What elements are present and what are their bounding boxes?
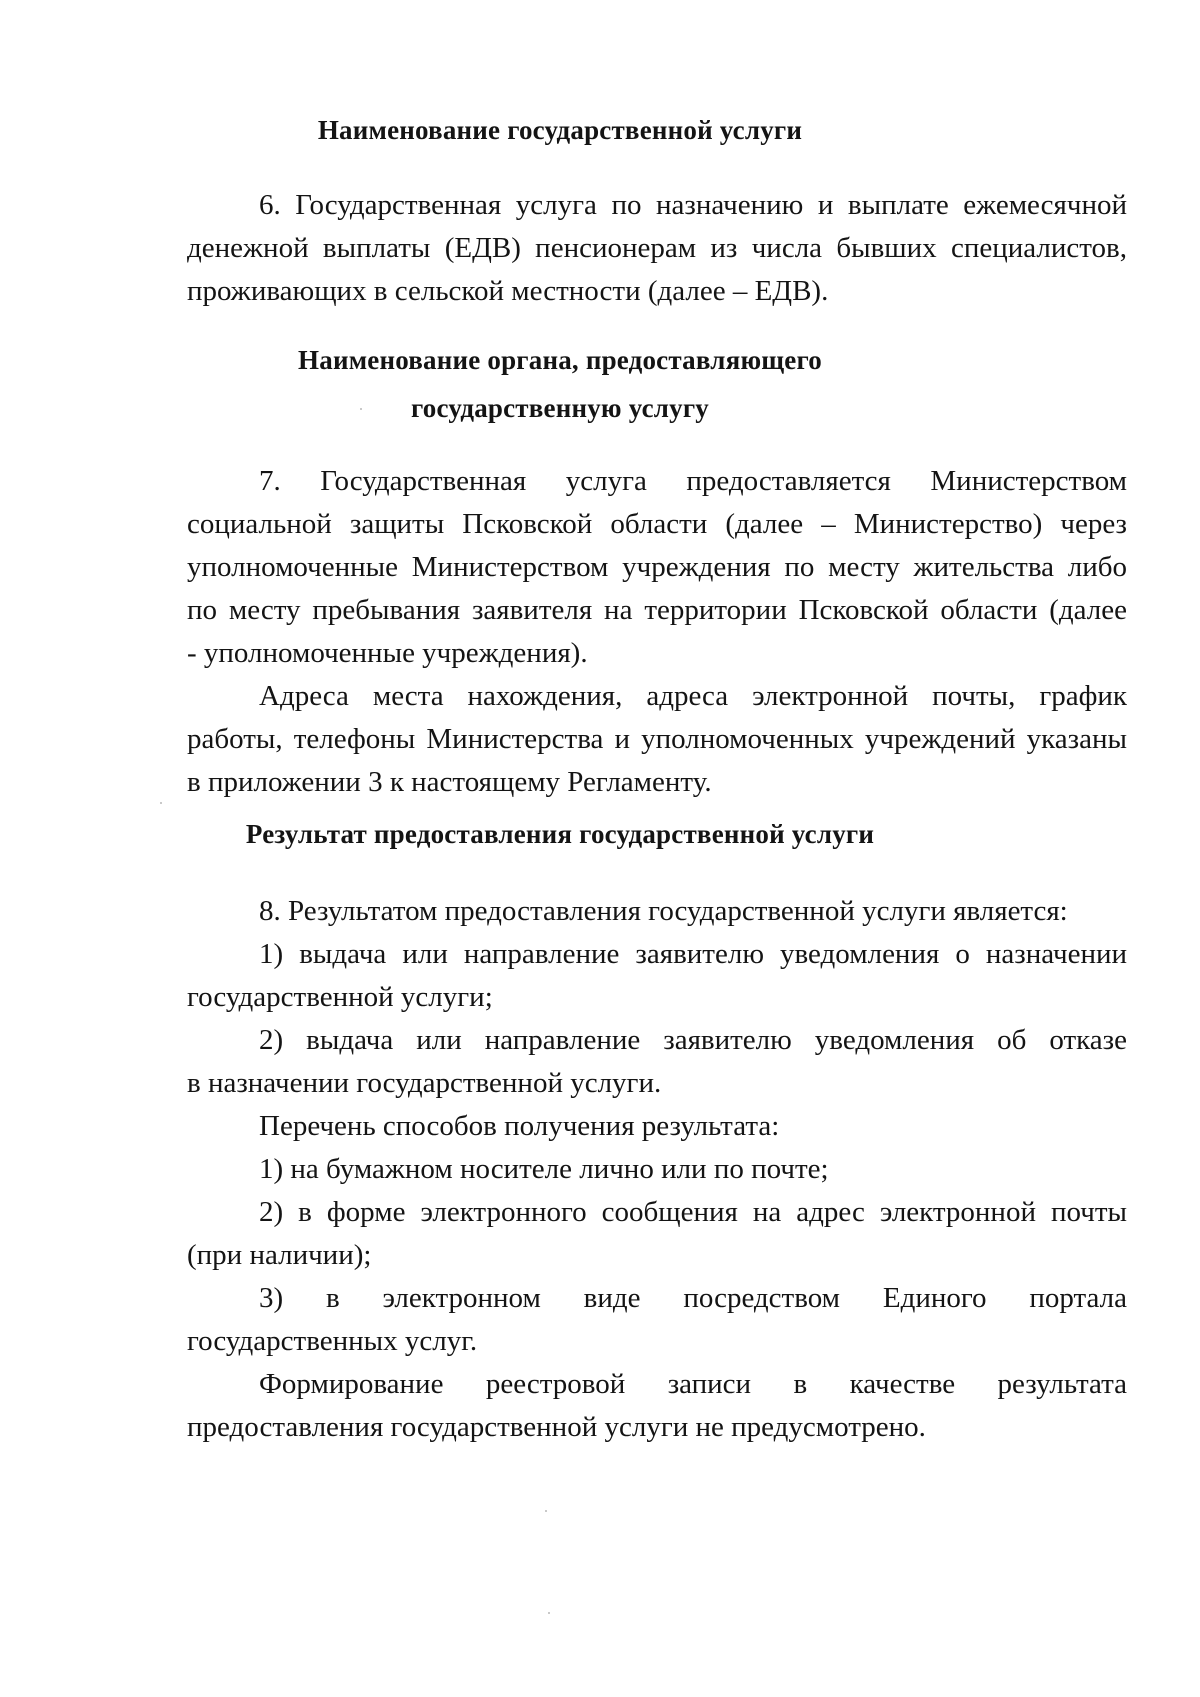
method-1: 1) на бумажном носителе лично или по почте; — [259, 1153, 829, 1185]
paragraph-7-line: социальной защиты Псковской области (далее – Министерство) через — [187, 508, 1127, 540]
heading-result — [160, 810, 960, 858]
result-item-2-line: в назначении государственной услуги. — [187, 1067, 662, 1099]
result-item-1-line: государственной услуги; — [187, 981, 493, 1013]
scan-speck — [360, 408, 362, 410]
scan-speck — [545, 1510, 547, 1512]
heading-authority-line: государственную услугу — [411, 393, 709, 423]
heading-authority — [160, 336, 960, 432]
method-3-line: 3) в электронном виде посредством Единого портала — [259, 1282, 1127, 1314]
paragraph-7-line: - уполномоченные учреждения). — [187, 637, 588, 669]
result-item-1-line: 1) выдача или направление заявителю уведомления о назначении — [259, 938, 1127, 970]
paragraph-6-line: денежной выплаты (ЕДВ) пенсионерам из числа бывших специалистов, — [187, 232, 1127, 264]
heading-service-name-text: Наименование государственной услуги — [317, 115, 803, 145]
paragraph-7-address-line: работы, телефоны Министерства и уполномоченных учреждений указаны — [187, 723, 1127, 755]
paragraph-7 — [187, 460, 1127, 804]
paragraph-7-line: уполномоченные Министерством учреждения по месту жительства либо — [187, 551, 1127, 583]
scan-speck — [548, 1612, 550, 1614]
method-2-line: 2) в форме электронного сообщения на адрес электронной почты — [259, 1196, 1127, 1228]
methods-title: Перечень способов получения результата: — [259, 1110, 780, 1142]
method-3-line: государственных услуг. — [187, 1325, 478, 1357]
scan-speck — [160, 802, 162, 804]
heading-service-name — [160, 106, 960, 154]
paragraph-6 — [187, 184, 1127, 313]
paragraph-7-line: 7. Государственная услуга предоставляется Министерством — [259, 465, 1127, 497]
registry-line: Формирование реестровой записи в качестве результата — [259, 1368, 1127, 1400]
heading-authority-line: Наименование органа, предоставляющего — [298, 345, 822, 375]
heading-result-text: Результат предоставления государственной услуги — [245, 819, 875, 849]
method-2-line: (при наличии); — [187, 1239, 372, 1271]
paragraph-6-line: 6. Государственная услуга по назначению и выплате ежемесячной — [259, 189, 1127, 221]
registry-line: предоставления государственной услуги не предусмотрено. — [187, 1411, 926, 1443]
paragraph-7-address-line: в приложении 3 к настоящему Регламенту. — [187, 766, 712, 798]
paragraph-8 — [187, 890, 1127, 1449]
paragraph-7-line: по месту пребывания заявителя на территории Псковской области (далее — [187, 594, 1127, 626]
paragraph-8-intro: 8. Результатом предоставления государственной услуги является: — [259, 895, 1068, 927]
paragraph-7-address-line: Адреса места нахождения, адреса электронной почты, график — [259, 680, 1127, 712]
paragraph-6-line: проживающих в сельской местности (далее – ЕДВ). — [187, 275, 829, 307]
result-item-2-line: 2) выдача или направление заявителю уведомления об отказе — [259, 1024, 1127, 1056]
